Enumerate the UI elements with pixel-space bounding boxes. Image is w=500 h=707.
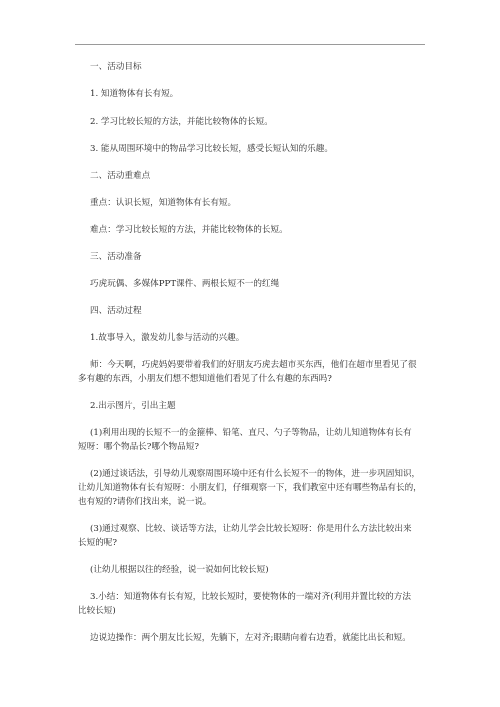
story-line-2: 多有趣的东西，小朋友们想不想知道他们看见了什么有趣的东西吗? xyxy=(78,374,332,384)
story-line-1: 师：今天啊，巧虎妈妈要带着我们的好朋友巧虎去超市买东西，他们在超市里看见了很 xyxy=(90,360,417,370)
section-heading-process: 四、活动过程 xyxy=(90,306,142,316)
step-1-title: 1.故事导入，激发幼儿参与活动的兴趣。 xyxy=(90,333,245,343)
step-2-item-1-line-1: (1)利用出现的长短不一的金箍棒、铅笔、直尺、勺子等物品，让幼儿知道物体有长有 xyxy=(90,428,412,438)
header-rule xyxy=(75,44,425,45)
summary-line-2: 比较长短) xyxy=(78,606,116,616)
section-heading-preparation: 三、活动准备 xyxy=(90,252,142,262)
goal-item-3: 3. 能从周围环境中的物品学习比较长短，感受长短认知的乐趣。 xyxy=(90,144,333,154)
difficult-point: 难点：学习比较长短的方法，并能比较物体的长短。 xyxy=(90,225,288,235)
demonstration-line: 边说边操作：两个朋友比长短，先躺下，左对齐;眼睛向着右边看，就能比出长和短。 xyxy=(90,633,411,643)
goal-item-2: 2. 学习比较长短的方法，并能比较物体的长短。 xyxy=(90,117,273,127)
step-2-item-2-line-1: (2)通过谈话法，引导幼儿观察周围环境中还有什么长短不一的物体，进一步巩固知识， xyxy=(90,469,421,479)
preparation-materials: 巧虎玩偶、多媒体PPT课件、两根长短不一的红绳 xyxy=(90,279,280,289)
step-2-item-2-line-3: 也有短的?请你们找出来，说一说。 xyxy=(78,497,212,507)
section-heading-goals: 一、活动目标 xyxy=(90,62,142,72)
step-2-item-3-line-2: 长短的呢? xyxy=(78,538,117,548)
step-2-item-2-line-2: 让幼儿知道物体有长有短呀：小朋友们，仔细观察一下，我们教室中还有哪些物品有长的， xyxy=(78,483,422,493)
step-2-item-1-line-2: 短呀：哪个物品长?哪个物品短? xyxy=(78,442,199,452)
summary-line-1: 3.小结：知道物体有长有短，比较长短时，要使物体的一端对齐(利用并置比较的方法 xyxy=(90,592,411,602)
goal-item-1: 1. 知道物体有长有短。 xyxy=(90,89,179,99)
step-2-item-3-line-1: (3)通过观察、比较、谈话等方法，让幼儿学会比较长短呀：你是用什么方法比较出来 xyxy=(90,524,412,534)
step-2-title: 2.出示图片，引出主题 xyxy=(90,401,176,411)
step-2-note: (让幼儿根据以往的经验，说一说如何比较长短) xyxy=(90,565,269,575)
key-point: 重点：认识长短，知道物体有长有短。 xyxy=(90,198,237,208)
section-heading-key-points: 二、活动重难点 xyxy=(90,171,151,181)
